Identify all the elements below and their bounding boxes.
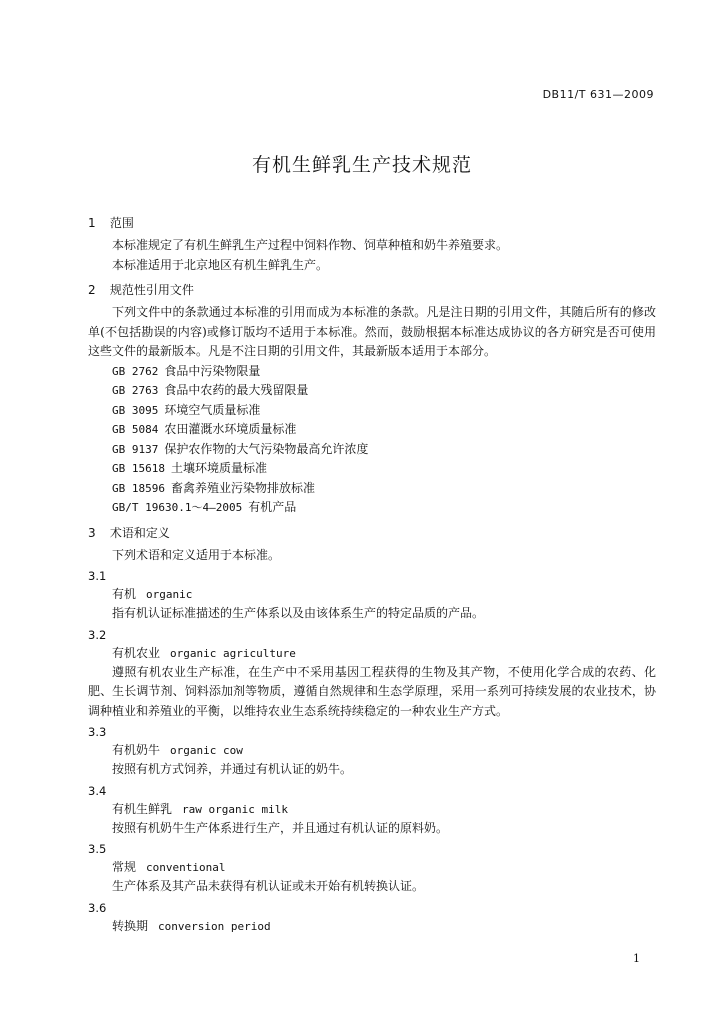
term-name — [88, 917, 656, 936]
standard-code-ref: GB 5084 — [112, 423, 159, 436]
standard-item — [88, 459, 656, 479]
standard-item — [88, 440, 656, 460]
document-body — [88, 208, 656, 936]
standard-code-ref: GB 9137 — [112, 442, 159, 456]
section-title: 术语和定义 — [109, 525, 170, 540]
term-name — [88, 644, 656, 663]
standard-code-ref: GB 2762 — [112, 364, 159, 378]
term-definition: 生产体系及其产品未获得有机认证或未开始有机转换认证。 — [112, 879, 425, 893]
section-heading-terms — [88, 524, 656, 542]
term-definition: 按照有机方式饲养，并通过有机认证的奶牛。 — [112, 762, 353, 776]
section-heading-normative-references — [88, 281, 656, 299]
standard-item — [88, 401, 656, 421]
term-number: 3.6 — [88, 900, 107, 915]
standard-name: 食品中农药的最大残留限量 — [164, 383, 309, 397]
section-number: 1 — [88, 216, 96, 230]
term-chinese: 有机 — [112, 587, 137, 601]
standard-code: DB11/T 631—2009 — [542, 88, 654, 101]
term-name — [88, 800, 656, 819]
page-number: 1 — [633, 952, 640, 965]
term-number: 3.3 — [88, 725, 107, 739]
term-number: 3.5 — [88, 842, 107, 856]
term-definition: 指有机认证标准描述的生产体系以及由该体系生产的特定品质的产品。 — [112, 606, 485, 620]
section-heading-scope — [88, 214, 656, 232]
standard-code-ref: GB 15618 — [112, 462, 165, 475]
standard-code-ref: GB 2763 — [112, 384, 159, 397]
standard-item — [88, 479, 656, 499]
term-definition: 遵照有机农业生产标准，在生产中不采用基因工程获得的生物及其产物，不使用化学合成的农药、化肥、生长调节剂、饲料添加剂等物质，遵循自然规律和生态学原理，采用一系列可持续发展的农业技术，协调种植业和养殖业的平衡，以维持农业生态系统持续稳定的一种农业生产方式。 — [88, 664, 656, 718]
term-entry — [88, 626, 656, 722]
term-english: raw organic milk — [182, 802, 288, 816]
term-entry — [88, 782, 656, 839]
standard-name: 农田灌溉水环境质量标准 — [164, 422, 297, 436]
standard-name: 畜禽养殖业污染物排放标准 — [170, 480, 315, 495]
term-name — [88, 858, 656, 877]
standard-item — [88, 362, 656, 382]
term-number: 3.1 — [88, 569, 107, 583]
standard-code-ref: GB 18596 — [112, 481, 165, 495]
section-title: 范围 — [109, 216, 134, 230]
standard-name: 食品中污染物限量 — [164, 363, 261, 378]
standard-code-ref: GB/T 19630.1～4—2005 — [112, 501, 243, 514]
scope-line: 本标准规定了有机生鲜乳生产过程中饲料作物、饲草种植和奶牛养殖要求。 — [112, 238, 509, 252]
standard-name: 土壤环境质量标准 — [170, 461, 267, 475]
standard-item — [88, 381, 656, 401]
term-english: organic agriculture — [170, 646, 296, 660]
standard-name: 有机产品 — [248, 500, 297, 514]
scope-line: 本标准适用于北京地区有机生鲜乳生产。 — [112, 257, 329, 272]
terms-intro: 下列术语和定义适用于本标准。 — [112, 547, 281, 562]
term-english: organic cow — [170, 744, 243, 757]
term-english: conventional — [146, 861, 226, 874]
term-entry — [88, 723, 656, 780]
section-number: 3 — [88, 525, 96, 540]
term-chinese: 常规 — [112, 860, 137, 874]
standard-name: 保护农作物的大气污染物最高允许浓度 — [164, 441, 369, 456]
term-chinese: 转换期 — [112, 918, 149, 933]
standard-item — [88, 420, 656, 440]
document-title: 有机生鲜乳生产技术规范 — [251, 154, 472, 176]
term-english: conversion period — [158, 919, 271, 933]
section-number: 2 — [88, 283, 96, 297]
term-name — [88, 741, 656, 760]
term-entry — [88, 899, 656, 936]
term-chinese: 有机奶牛 — [112, 743, 161, 757]
standard-item — [88, 498, 656, 518]
term-number: 3.2 — [88, 627, 107, 642]
references-intro: 下列文件中的条款通过本标准的引用而成为本标准的条款。凡是注日期的引用文件，其随后所有的修改单(不包括勘误的内容)或修订版均不适用于本标准。然而，鼓励根据本标准达成协议的各方研究是否可使用这些文件的最新版本。凡是不注日期的引用文件，其最新版本适用于本部分。 — [88, 305, 656, 358]
term-entry — [88, 567, 656, 624]
standard-name: 环境空气质量标准 — [164, 402, 261, 417]
term-entry — [88, 840, 656, 897]
term-chinese: 有机生鲜乳 — [112, 801, 173, 816]
standards-list — [88, 362, 656, 518]
standard-code-ref: GB 3095 — [112, 403, 159, 417]
term-name — [88, 585, 656, 604]
term-definition: 按照有机奶牛生产体系进行生产，并且通过有机认证的原料奶。 — [112, 820, 449, 835]
section-title: 规范性引用文件 — [109, 283, 194, 297]
term-chinese: 有机农业 — [112, 645, 161, 660]
term-number: 3.4 — [88, 783, 107, 798]
term-english: organic — [146, 588, 193, 601]
